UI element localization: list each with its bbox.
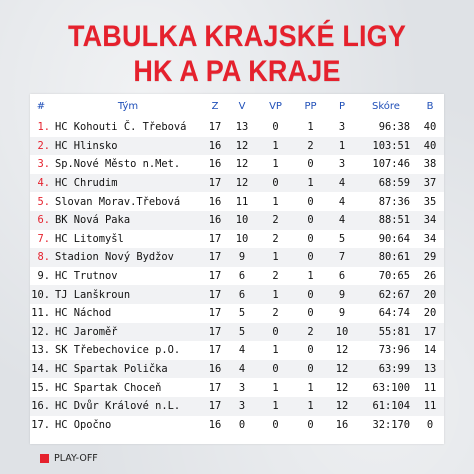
cell-z: 17: [204, 323, 226, 342]
table-row: [30, 267, 444, 286]
cell-p: 3: [328, 155, 356, 174]
cell-pp: 0: [293, 285, 328, 304]
table-row: [30, 174, 444, 193]
col-header-vp: VP: [269, 100, 282, 112]
table-row: [30, 416, 444, 435]
cell-vp: 0: [258, 416, 293, 435]
cell-z: 17: [204, 304, 226, 323]
cell-team: HC Spartak Choceň: [52, 378, 204, 397]
cell-z: 16: [204, 137, 226, 156]
cell-p: 4: [328, 174, 356, 193]
cell-z: 17: [204, 118, 226, 137]
cell-v: 3: [226, 397, 258, 416]
cell-team: SK Třebechovice p.O.: [52, 341, 204, 360]
cell-score: 61:104: [356, 397, 416, 416]
cell-vp: 0: [258, 323, 293, 342]
cell-pos: 1.: [30, 118, 52, 137]
col-header-score: Skóre: [372, 100, 400, 112]
col-header-v: V: [238, 100, 246, 112]
cell-team: HC Jaroměř: [52, 323, 204, 342]
cell-b: 37: [416, 174, 444, 193]
page-title: TABULKA KRAJSKÉ LIGY: [67, 20, 407, 53]
cell-z: 16: [204, 192, 226, 211]
table-row: [30, 155, 444, 174]
cell-p: 9: [328, 285, 356, 304]
cell-team: Sp.Nové Město n.Met.: [52, 155, 204, 174]
cell-v: 10: [226, 230, 258, 249]
cell-b: 35: [416, 192, 444, 211]
cell-score: 107:46: [356, 155, 416, 174]
cell-v: 0: [226, 416, 258, 435]
cell-b: 20: [416, 285, 444, 304]
cell-pp: 1: [293, 378, 328, 397]
col-header-z: Z: [211, 100, 219, 112]
cell-pp: 0: [293, 248, 328, 267]
cell-b: 26: [416, 267, 444, 286]
cell-score: 103:51: [356, 137, 416, 156]
cell-z: 17: [204, 230, 226, 249]
cell-pos: 17.: [30, 416, 52, 435]
table-row: [30, 304, 444, 323]
cell-vp: 1: [258, 397, 293, 416]
cell-b: 11: [416, 397, 444, 416]
cell-vp: 0: [258, 174, 293, 193]
cell-pp: 1: [293, 397, 328, 416]
cell-p: 4: [328, 192, 356, 211]
cell-pp: 0: [293, 155, 328, 174]
cell-pos: 13.: [30, 341, 52, 360]
cell-pos: 8.: [30, 248, 52, 267]
cell-pos: 14.: [30, 360, 52, 379]
cell-p: 1: [328, 137, 356, 156]
cell-p: 7: [328, 248, 356, 267]
cell-team: HC Hlinsko: [52, 137, 204, 156]
cell-team: HC Náchod: [52, 304, 204, 323]
legend-label: PLAY-OFF: [54, 452, 98, 464]
cell-score: 87:36: [356, 192, 416, 211]
cell-pos: 6.: [30, 211, 52, 230]
cell-team: HC Opočno: [52, 416, 204, 435]
cell-pos: 4.: [30, 174, 52, 193]
cell-v: 5: [226, 304, 258, 323]
col-header-team: Tým: [117, 100, 139, 112]
cell-team: HC Spartak Polička: [52, 360, 204, 379]
cell-v: 4: [226, 341, 258, 360]
cell-vp: 2: [258, 304, 293, 323]
cell-v: 5: [226, 323, 258, 342]
table-row: [30, 230, 444, 249]
standings-panel: [30, 94, 444, 444]
col-header-p: P: [338, 100, 346, 112]
cell-pos: 12.: [30, 323, 52, 342]
cell-pp: 2: [293, 137, 328, 156]
table-row: [30, 397, 444, 416]
cell-b: 11: [416, 378, 444, 397]
cell-b: 14: [416, 341, 444, 360]
cell-p: 10: [328, 323, 356, 342]
col-header-pos: #: [36, 100, 46, 112]
cell-team: BK Nová Paka: [52, 211, 204, 230]
cell-v: 13: [226, 118, 258, 137]
legend: [40, 451, 98, 465]
cell-b: 20: [416, 304, 444, 323]
page-subtitle: HK A PA KRAJE: [133, 55, 341, 88]
cell-pp: 0: [293, 230, 328, 249]
cell-v: 3: [226, 378, 258, 397]
cell-score: 96:38: [356, 118, 416, 137]
cell-z: 17: [204, 378, 226, 397]
cell-v: 6: [226, 267, 258, 286]
cell-pos: 7.: [30, 230, 52, 249]
cell-pp: 0: [293, 192, 328, 211]
cell-vp: 2: [258, 267, 293, 286]
cell-vp: 1: [258, 285, 293, 304]
cell-team: HC Dvůr Králové n.L.: [52, 397, 204, 416]
cell-z: 16: [204, 416, 226, 435]
cell-pp: 0: [293, 211, 328, 230]
cell-score: 32:170: [356, 416, 416, 435]
table-row: [30, 211, 444, 230]
cell-pp: 0: [293, 341, 328, 360]
cell-vp: 2: [258, 230, 293, 249]
cell-v: 6: [226, 285, 258, 304]
cell-pos: 16.: [30, 397, 52, 416]
cell-team: HC Kohouti Č. Třebová: [52, 118, 204, 137]
table-row: [30, 248, 444, 267]
cell-p: 12: [328, 341, 356, 360]
cell-v: 4: [226, 360, 258, 379]
cell-vp: 1: [258, 192, 293, 211]
table-header-row: [30, 94, 444, 118]
cell-pp: 0: [293, 304, 328, 323]
table-row: [30, 341, 444, 360]
cell-p: 4: [328, 211, 356, 230]
cell-team: TJ Lanškroun: [52, 285, 204, 304]
cell-pos: 2.: [30, 137, 52, 156]
cell-vp: 1: [258, 155, 293, 174]
cell-p: 3: [328, 118, 356, 137]
standings-table: [30, 94, 444, 434]
cell-vp: 1: [258, 341, 293, 360]
cell-z: 17: [204, 397, 226, 416]
cell-b: 40: [416, 118, 444, 137]
cell-pos: 10.: [30, 285, 52, 304]
cell-pos: 11.: [30, 304, 52, 323]
cell-score: 88:51: [356, 211, 416, 230]
cell-z: 16: [204, 211, 226, 230]
cell-score: 90:64: [356, 230, 416, 249]
table-row: [30, 285, 444, 304]
cell-z: 17: [204, 248, 226, 267]
cell-team: Slovan Morav.Třebová: [52, 192, 204, 211]
cell-pp: 1: [293, 174, 328, 193]
cell-pp: 0: [293, 360, 328, 379]
cell-pp: 2: [293, 323, 328, 342]
cell-score: 63:99: [356, 360, 416, 379]
cell-pos: 9.: [30, 267, 52, 286]
cell-team: HC Litomyšl: [52, 230, 204, 249]
cell-b: 34: [416, 230, 444, 249]
cell-pp: 1: [293, 267, 328, 286]
table-row: [30, 360, 444, 379]
cell-b: 40: [416, 137, 444, 156]
cell-score: 63:100: [356, 378, 416, 397]
cell-pos: 5.: [30, 192, 52, 211]
cell-score: 62:67: [356, 285, 416, 304]
table-row: [30, 118, 444, 137]
col-header-b: B: [426, 100, 434, 112]
cell-v: 10: [226, 211, 258, 230]
cell-v: 12: [226, 155, 258, 174]
cell-pos: 15.: [30, 378, 52, 397]
cell-v: 12: [226, 174, 258, 193]
cell-z: 17: [204, 267, 226, 286]
cell-p: 9: [328, 304, 356, 323]
cell-p: 12: [328, 378, 356, 397]
cell-p: 16: [328, 416, 356, 435]
cell-vp: 1: [258, 137, 293, 156]
cell-b: 0: [416, 416, 444, 435]
cell-p: 12: [328, 397, 356, 416]
cell-b: 34: [416, 211, 444, 230]
table-row: [30, 378, 444, 397]
cell-z: 17: [204, 174, 226, 193]
cell-pp: 0: [293, 416, 328, 435]
cell-b: 29: [416, 248, 444, 267]
cell-vp: 1: [258, 378, 293, 397]
cell-score: 64:74: [356, 304, 416, 323]
cell-pp: 1: [293, 118, 328, 137]
cell-score: 70:65: [356, 267, 416, 286]
cell-p: 12: [328, 360, 356, 379]
cell-vp: 0: [258, 360, 293, 379]
col-header-pp: PP: [304, 100, 317, 112]
cell-score: 73:96: [356, 341, 416, 360]
cell-b: 38: [416, 155, 444, 174]
table-row: [30, 323, 444, 342]
cell-p: 6: [328, 267, 356, 286]
cell-z: 16: [204, 360, 226, 379]
cell-z: 16: [204, 155, 226, 174]
cell-pos: 3.: [30, 155, 52, 174]
cell-b: 13: [416, 360, 444, 379]
cell-v: 12: [226, 137, 258, 156]
playoff-square-icon: [40, 454, 49, 463]
cell-vp: 2: [258, 211, 293, 230]
cell-score: 68:59: [356, 174, 416, 193]
cell-z: 17: [204, 285, 226, 304]
cell-z: 17: [204, 341, 226, 360]
cell-b: 17: [416, 323, 444, 342]
cell-v: 9: [226, 248, 258, 267]
table-row: [30, 192, 444, 211]
cell-team: Stadion Nový Bydžov: [52, 248, 204, 267]
cell-score: 55:81: [356, 323, 416, 342]
cell-vp: 0: [258, 118, 293, 137]
table-row: [30, 137, 444, 156]
cell-vp: 1: [258, 248, 293, 267]
cell-team: HC Trutnov: [52, 267, 204, 286]
cell-v: 11: [226, 192, 258, 211]
cell-p: 5: [328, 230, 356, 249]
cell-team: HC Chrudim: [52, 174, 204, 193]
cell-score: 80:61: [356, 248, 416, 267]
